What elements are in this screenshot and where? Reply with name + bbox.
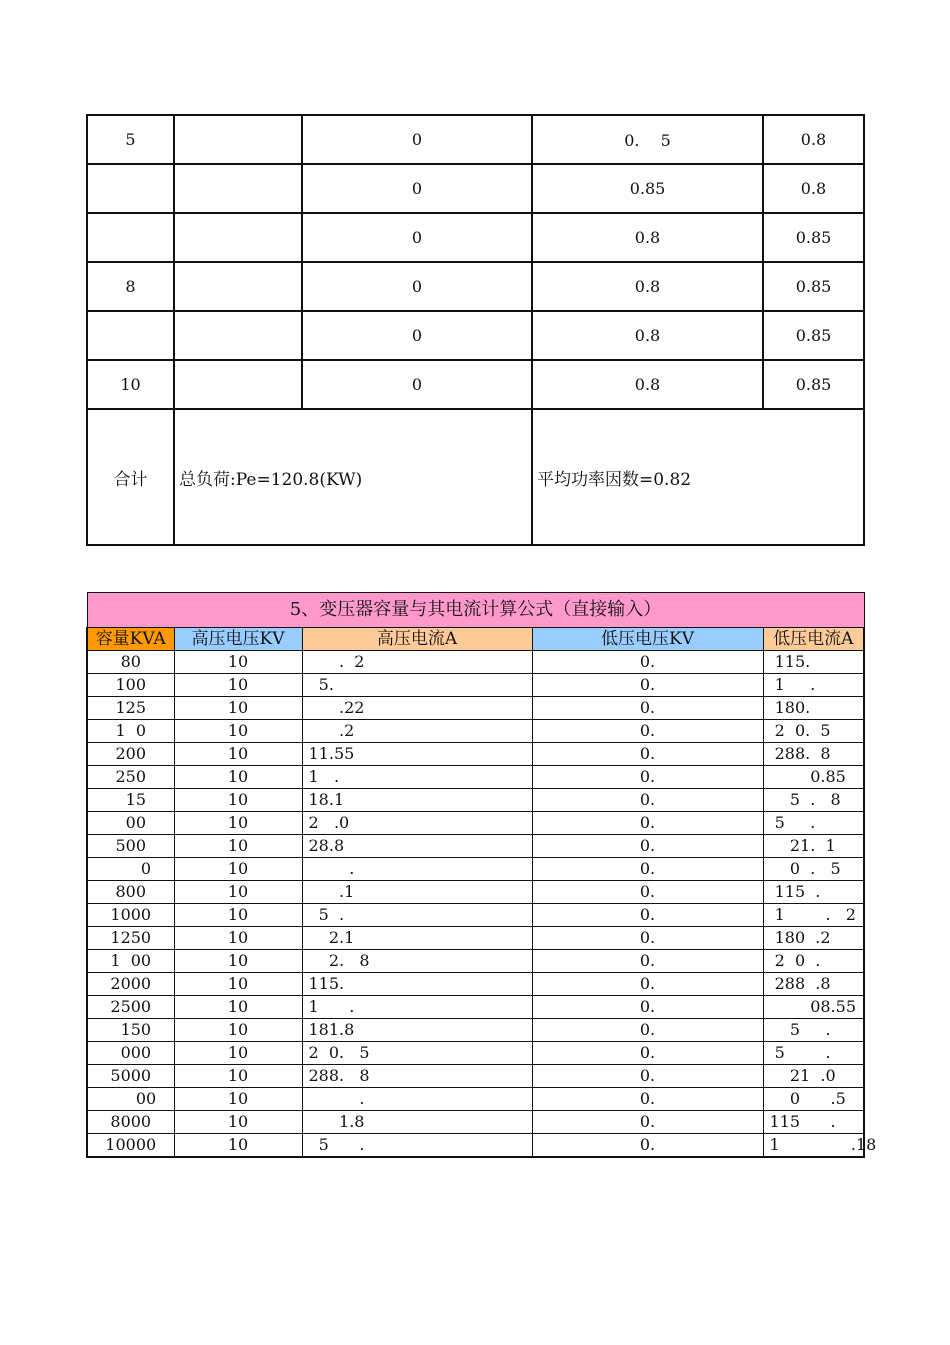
lv-current-cell: 115. bbox=[763, 651, 864, 674]
hv-voltage-cell: 10 bbox=[174, 904, 302, 927]
header-capacity: 容量KVA bbox=[87, 628, 174, 651]
lv-voltage-cell: 0. bbox=[532, 973, 763, 996]
load-d-cell: 0.85 bbox=[532, 164, 763, 213]
capacity-cell: 125 bbox=[87, 697, 174, 720]
load-b-cell bbox=[174, 311, 302, 360]
transformer-row bbox=[87, 1088, 864, 1111]
transformer-row bbox=[87, 766, 864, 789]
lv-current-cell: 5 . bbox=[763, 1019, 864, 1042]
hv-voltage-cell: 10 bbox=[174, 1065, 302, 1088]
load-no-cell: 10 bbox=[87, 360, 174, 409]
total-load-text: 总负荷:Pe=120.8(KW) bbox=[174, 409, 532, 545]
load-d-cell: 0.8 bbox=[532, 360, 763, 409]
lv-current-cell: 1 . bbox=[763, 674, 864, 697]
header-hv-voltage: 高压电压KV bbox=[174, 628, 302, 651]
transformer-row bbox=[87, 950, 864, 973]
lv-voltage-cell: 0. bbox=[532, 881, 763, 904]
capacity-cell: 0 bbox=[87, 858, 174, 881]
hv-voltage-cell: 10 bbox=[174, 1042, 302, 1065]
capacity-cell: 1250 bbox=[87, 927, 174, 950]
lv-voltage-cell: 0. bbox=[532, 720, 763, 743]
capacity-cell: 10000 bbox=[87, 1134, 174, 1158]
transformer-row bbox=[87, 697, 864, 720]
hv-voltage-cell: 10 bbox=[174, 812, 302, 835]
header-lv-voltage: 低压电压KV bbox=[532, 628, 763, 651]
load-c-cell: 0 bbox=[302, 311, 532, 360]
capacity-cell: 00 bbox=[87, 1088, 174, 1111]
capacity-cell: 800 bbox=[87, 881, 174, 904]
load-c-cell: 0 bbox=[302, 262, 532, 311]
lv-voltage-cell: 0. bbox=[532, 1042, 763, 1065]
load-d-cell: 0.8 bbox=[532, 311, 763, 360]
lv-voltage-cell: 0. bbox=[532, 743, 763, 766]
hv-current-cell: .2 bbox=[302, 720, 532, 743]
hv-current-cell: 2 0. 5 bbox=[302, 1042, 532, 1065]
hv-current-cell: 2.1 bbox=[302, 927, 532, 950]
hv-current-cell: .1 bbox=[302, 881, 532, 904]
hv-current-cell: 18.1 bbox=[302, 789, 532, 812]
hv-voltage-cell: 10 bbox=[174, 996, 302, 1019]
lv-voltage-cell: 0. bbox=[532, 950, 763, 973]
hv-voltage-cell: 10 bbox=[174, 1088, 302, 1111]
transformer-row bbox=[87, 1042, 864, 1065]
capacity-cell: 1000 bbox=[87, 904, 174, 927]
load-no-cell: 5 bbox=[87, 115, 174, 164]
load-no-cell bbox=[87, 164, 174, 213]
lv-current-cell: 180. bbox=[763, 697, 864, 720]
lv-current-cell: 5 . bbox=[763, 812, 864, 835]
lv-voltage-cell: 0. bbox=[532, 1134, 763, 1158]
lv-current-cell: 180 .2 bbox=[763, 927, 864, 950]
hv-voltage-cell: 10 bbox=[174, 766, 302, 789]
load-table-row bbox=[87, 360, 864, 409]
hv-current-cell: 2 .0 bbox=[302, 812, 532, 835]
hv-voltage-cell: 10 bbox=[174, 720, 302, 743]
transformer-row bbox=[87, 674, 864, 697]
total-row bbox=[87, 409, 864, 545]
load-e-cell: 0.8 bbox=[763, 164, 864, 213]
lv-voltage-cell: 0. bbox=[532, 651, 763, 674]
lv-voltage-cell: 0. bbox=[532, 1065, 763, 1088]
transformer-row bbox=[87, 1019, 864, 1042]
lv-current-cell: 2 0. 5 bbox=[763, 720, 864, 743]
lv-current-cell: 0 . 5 bbox=[763, 858, 864, 881]
load-e-cell: 0.85 bbox=[763, 360, 864, 409]
load-table-row bbox=[87, 164, 864, 213]
transformer-row bbox=[87, 720, 864, 743]
lv-current-cell: 1 . 2 bbox=[763, 904, 864, 927]
hv-current-cell: 2. 8 bbox=[302, 950, 532, 973]
hv-voltage-cell: 10 bbox=[174, 674, 302, 697]
capacity-cell: 200 bbox=[87, 743, 174, 766]
hv-current-cell: 181.8 bbox=[302, 1019, 532, 1042]
capacity-cell: 150 bbox=[87, 1019, 174, 1042]
lv-current-cell: 288 .8 bbox=[763, 973, 864, 996]
load-b-cell bbox=[174, 213, 302, 262]
hv-current-cell: 11.55 bbox=[302, 743, 532, 766]
lv-voltage-cell: 0. bbox=[532, 674, 763, 697]
load-d-cell: 0.8 bbox=[532, 213, 763, 262]
transformer-row bbox=[87, 812, 864, 835]
transformer-row bbox=[87, 835, 864, 858]
load-table bbox=[86, 114, 865, 546]
capacity-cell: 100 bbox=[87, 674, 174, 697]
hv-current-cell: 1 . bbox=[302, 996, 532, 1019]
transformer-row bbox=[87, 651, 864, 674]
load-b-cell bbox=[174, 262, 302, 311]
capacity-cell: 2000 bbox=[87, 973, 174, 996]
hv-current-cell: .22 bbox=[302, 697, 532, 720]
hv-current-cell: . 2 bbox=[302, 651, 532, 674]
hv-voltage-cell: 10 bbox=[174, 1111, 302, 1134]
total-label: 合计 bbox=[87, 409, 174, 545]
hv-current-cell: 288. 8 bbox=[302, 1065, 532, 1088]
transformer-table-title: 5、变压器容量与其电流计算公式（直接输入） bbox=[87, 593, 864, 628]
load-d-cell: 0.8 bbox=[532, 262, 763, 311]
lv-current-cell: 1 .18 bbox=[763, 1134, 864, 1158]
load-no-cell bbox=[87, 311, 174, 360]
header-hv-current: 高压电流A bbox=[302, 628, 532, 651]
hv-voltage-cell: 10 bbox=[174, 743, 302, 766]
lv-current-cell: 2 0 . bbox=[763, 950, 864, 973]
transformer-header-row bbox=[87, 628, 864, 651]
load-c-cell: 0 bbox=[302, 164, 532, 213]
lv-current-cell: 5 . bbox=[763, 1042, 864, 1065]
transformer-row bbox=[87, 1065, 864, 1088]
transformer-row bbox=[87, 789, 864, 812]
lv-current-cell: 21 .0 bbox=[763, 1065, 864, 1088]
load-table-row bbox=[87, 311, 864, 360]
hv-voltage-cell: 10 bbox=[174, 858, 302, 881]
transformer-row bbox=[87, 973, 864, 996]
transformer-row bbox=[87, 1111, 864, 1134]
lv-current-cell: 5 . 8 bbox=[763, 789, 864, 812]
lv-current-cell: 21. 1 bbox=[763, 835, 864, 858]
load-no-cell bbox=[87, 213, 174, 262]
capacity-cell: 2500 bbox=[87, 996, 174, 1019]
lv-voltage-cell: 0. bbox=[532, 996, 763, 1019]
load-e-cell: 0.8 bbox=[763, 115, 864, 164]
load-c-cell: 0 bbox=[302, 115, 532, 164]
transformer-table-body bbox=[87, 651, 877, 1158]
lv-voltage-cell: 0. bbox=[532, 927, 763, 950]
transformer-table bbox=[86, 592, 877, 1158]
load-e-cell: 0.85 bbox=[763, 213, 864, 262]
capacity-cell: 500 bbox=[87, 835, 174, 858]
hv-current-cell: 5 . bbox=[302, 904, 532, 927]
lv-voltage-cell: 0. bbox=[532, 697, 763, 720]
hv-current-cell: . bbox=[302, 1088, 532, 1111]
lv-voltage-cell: 0. bbox=[532, 1088, 763, 1111]
transformer-row bbox=[87, 1134, 864, 1158]
hv-voltage-cell: 10 bbox=[174, 1134, 302, 1158]
lv-voltage-cell: 0. bbox=[532, 789, 763, 812]
hv-current-cell: 5. bbox=[302, 674, 532, 697]
lv-current-cell: 115 . bbox=[763, 1111, 864, 1134]
hv-voltage-cell: 10 bbox=[174, 651, 302, 674]
load-table-row bbox=[87, 115, 864, 164]
load-e-cell: 0.85 bbox=[763, 262, 864, 311]
hv-voltage-cell: 10 bbox=[174, 950, 302, 973]
lv-current-cell: 288. 8 bbox=[763, 743, 864, 766]
load-table-row bbox=[87, 213, 864, 262]
lv-voltage-cell: 0. bbox=[532, 1019, 763, 1042]
lv-current-cell: 0 .5 bbox=[763, 1088, 864, 1111]
load-b-cell bbox=[174, 115, 302, 164]
capacity-cell: 00 bbox=[87, 812, 174, 835]
capacity-cell: 5000 bbox=[87, 1065, 174, 1088]
capacity-cell: 8000 bbox=[87, 1111, 174, 1134]
hv-voltage-cell: 10 bbox=[174, 835, 302, 858]
lv-current-cell: 115 . bbox=[763, 881, 864, 904]
load-c-cell: 0 bbox=[302, 213, 532, 262]
capacity-cell: 15 bbox=[87, 789, 174, 812]
load-b-cell bbox=[174, 164, 302, 213]
average-power-factor-text: 平均功率因数=0.82 bbox=[532, 409, 864, 545]
transformer-row bbox=[87, 996, 864, 1019]
lv-voltage-cell: 0. bbox=[532, 812, 763, 835]
hv-current-cell: 1.8 bbox=[302, 1111, 532, 1134]
capacity-cell: 250 bbox=[87, 766, 174, 789]
hv-current-cell: . bbox=[302, 858, 532, 881]
hv-current-cell: 5 . bbox=[302, 1134, 532, 1158]
lv-current-cell: 08.55 bbox=[763, 996, 864, 1019]
header-lv-current: 低压电流A bbox=[763, 628, 864, 651]
lv-voltage-cell: 0. bbox=[532, 835, 763, 858]
hv-voltage-cell: 10 bbox=[174, 1019, 302, 1042]
hv-voltage-cell: 10 bbox=[174, 881, 302, 904]
transformer-row bbox=[87, 858, 864, 881]
capacity-cell: 000 bbox=[87, 1042, 174, 1065]
capacity-cell: 1 0 bbox=[87, 720, 174, 743]
capacity-cell: 1 00 bbox=[87, 950, 174, 973]
hv-voltage-cell: 10 bbox=[174, 973, 302, 996]
hv-current-cell: 28.8 bbox=[302, 835, 532, 858]
load-table-row bbox=[87, 262, 864, 311]
transformer-row bbox=[87, 904, 864, 927]
transformer-title-row bbox=[87, 593, 864, 628]
hv-voltage-cell: 10 bbox=[174, 697, 302, 720]
hv-voltage-cell: 10 bbox=[174, 927, 302, 950]
load-b-cell bbox=[174, 360, 302, 409]
lv-voltage-cell: 0. bbox=[532, 1111, 763, 1134]
load-c-cell: 0 bbox=[302, 360, 532, 409]
lv-voltage-cell: 0. bbox=[532, 904, 763, 927]
capacity-cell: 80 bbox=[87, 651, 174, 674]
hv-voltage-cell: 10 bbox=[174, 789, 302, 812]
lv-voltage-cell: 0. bbox=[532, 858, 763, 881]
lv-voltage-cell: 0. bbox=[532, 766, 763, 789]
load-e-cell: 0.85 bbox=[763, 311, 864, 360]
load-d-cell: 0. 5 bbox=[532, 115, 763, 164]
transformer-row bbox=[87, 927, 864, 950]
transformer-row bbox=[87, 881, 864, 904]
hv-current-cell: 115. bbox=[302, 973, 532, 996]
load-no-cell: 8 bbox=[87, 262, 174, 311]
load-table-body bbox=[87, 115, 864, 409]
hv-current-cell: 1 . bbox=[302, 766, 532, 789]
transformer-row bbox=[87, 743, 864, 766]
lv-current-cell: 0.85 bbox=[763, 766, 864, 789]
